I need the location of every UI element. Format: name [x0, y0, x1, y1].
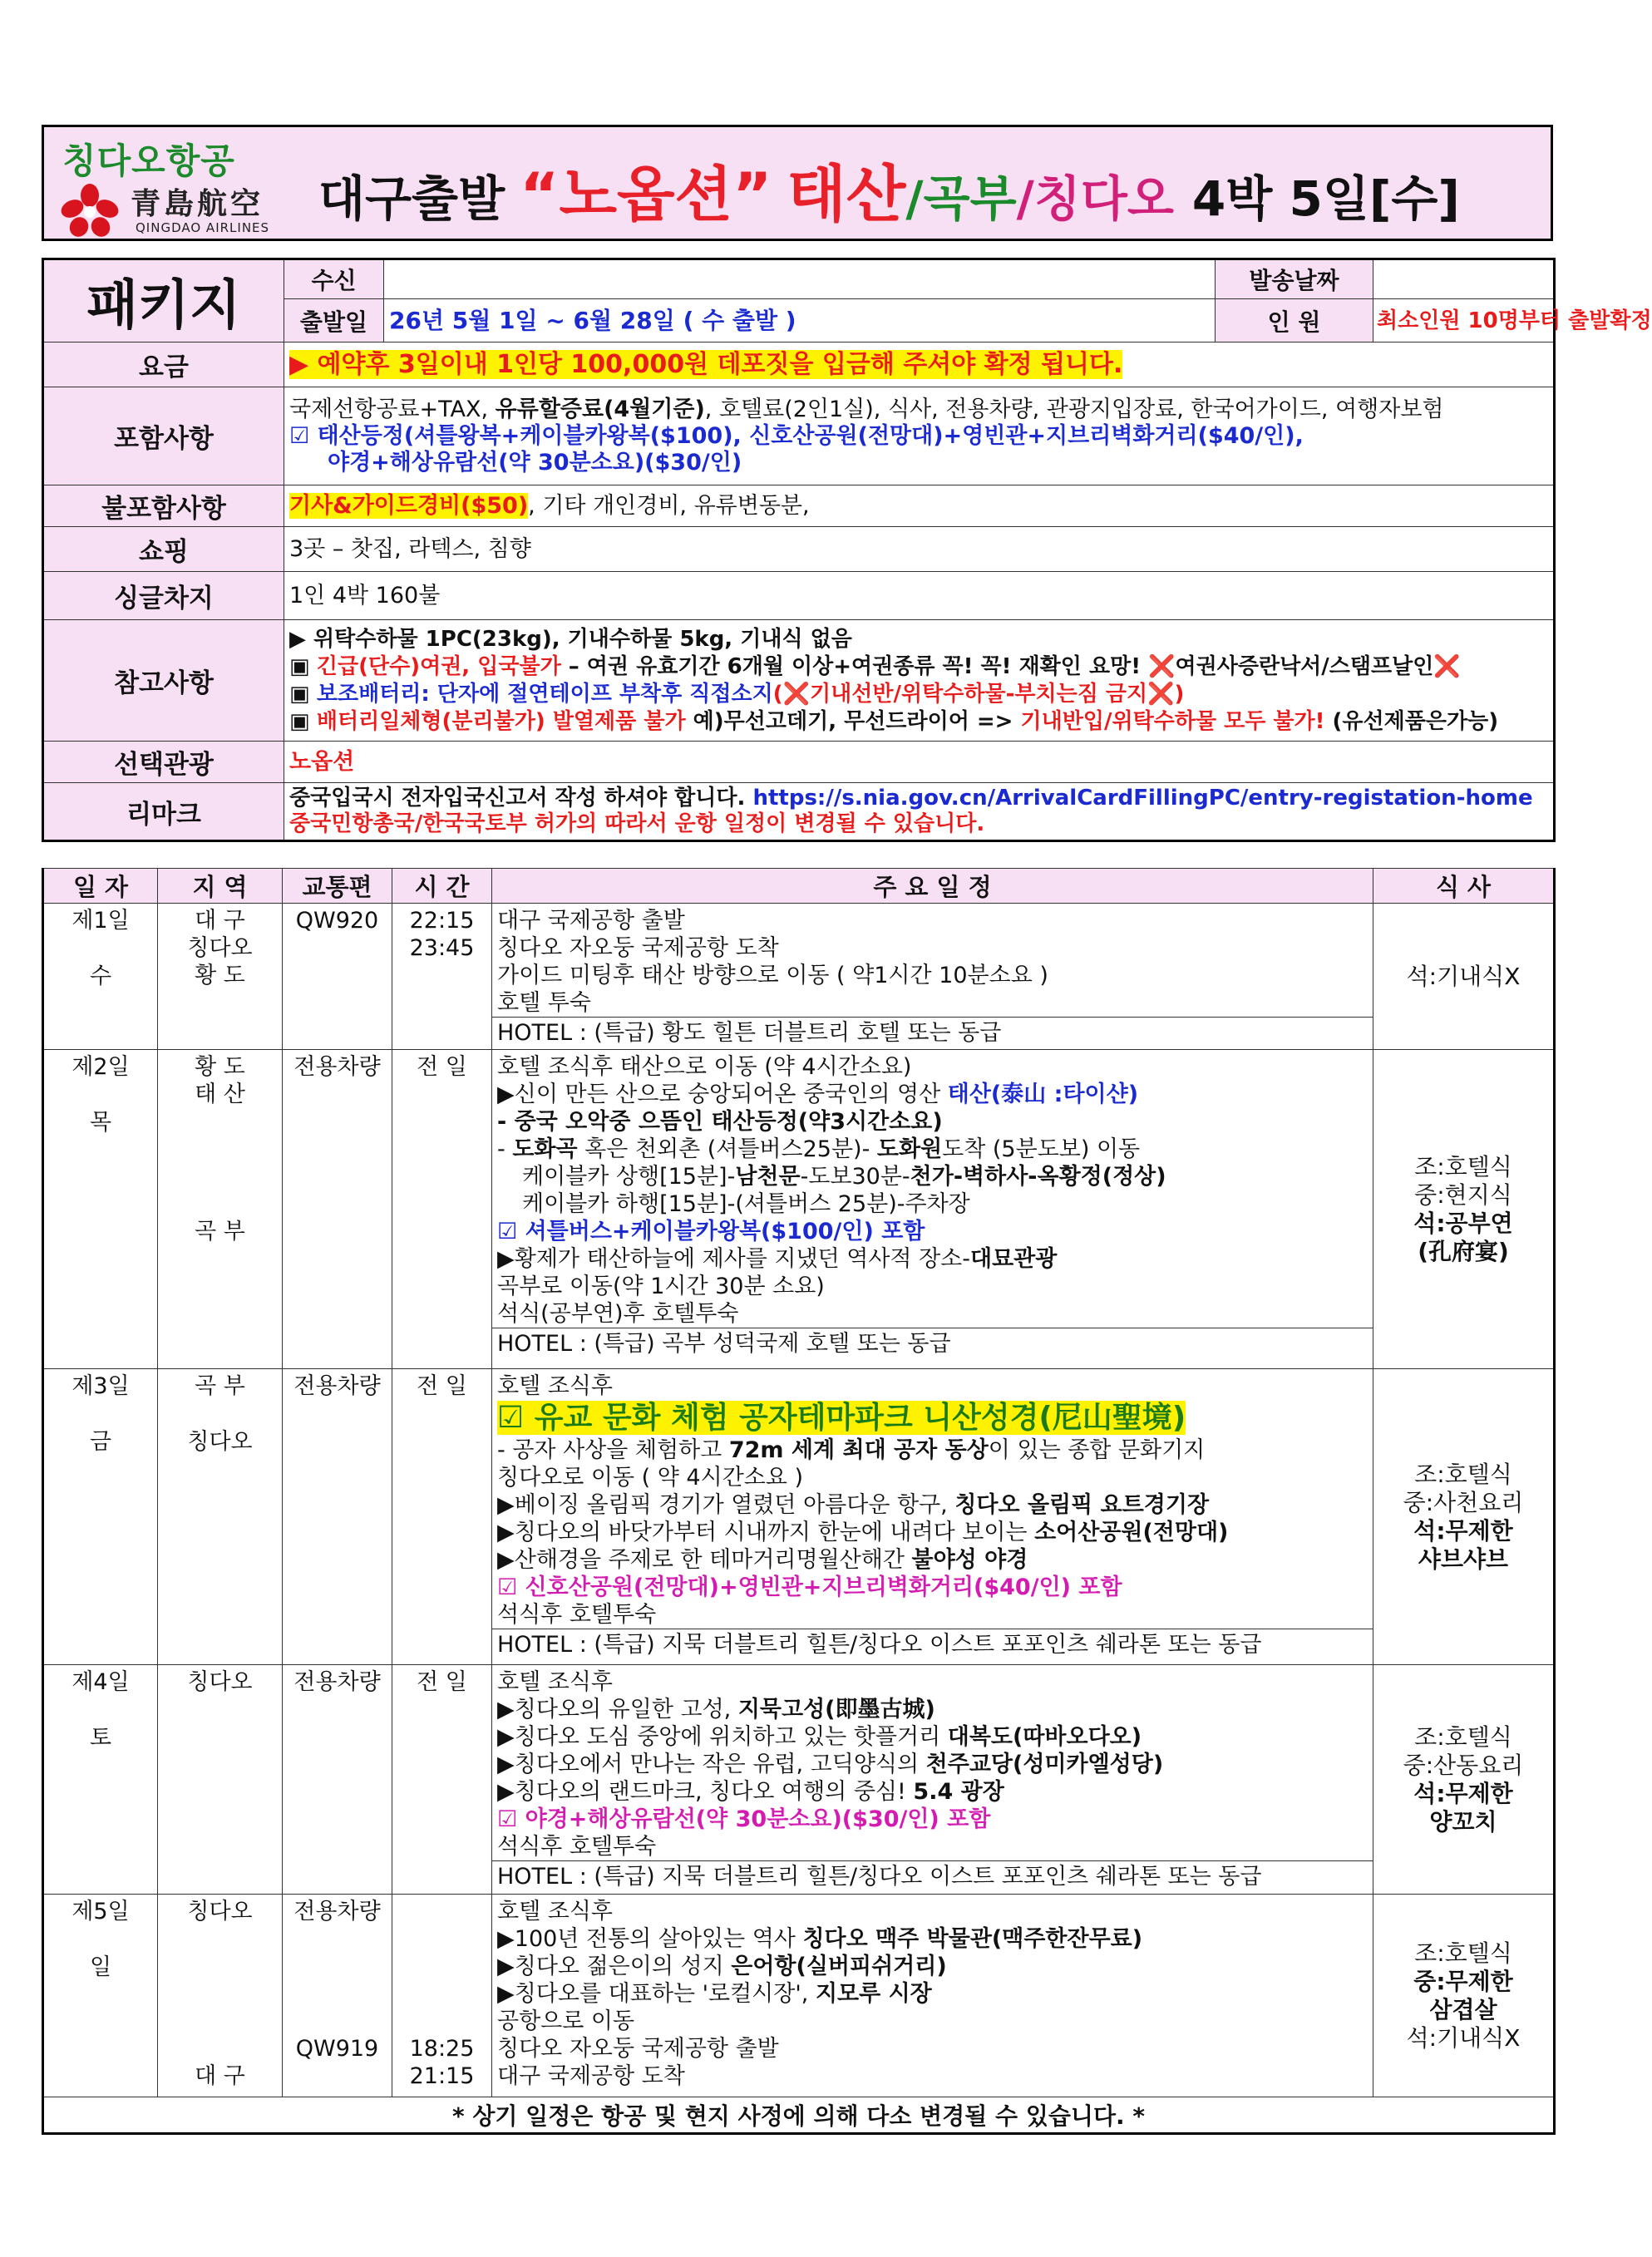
itinerary-highlight: 5.4 광장: [913, 1779, 1004, 1805]
time: 22:15: [409, 908, 475, 934]
departure-value: 26년 5월 1일 ~ 6월 28일 ( 수 출발 ): [384, 299, 1216, 342]
region: 대 구: [195, 2063, 245, 2089]
incl-text-b: 유류할증료(4월기준): [495, 396, 705, 422]
day-row-1: [43, 904, 1555, 1050]
optional-tour-label: 선택관광: [43, 742, 284, 783]
meal: 조:호텔식: [1414, 1460, 1512, 1488]
logo-english: QINGDAO AIRLINES: [136, 220, 270, 235]
itinerary-highlight: 칭다오 올림픽 요트경기장: [954, 1492, 1210, 1518]
time: 23:45: [409, 935, 475, 961]
note-passport-b: – 여권 유효기간 6개월 이상+여권종류 꼭! 꼭! 재확인 요망!: [560, 653, 1149, 679]
meal: 석:공부연: [1413, 1209, 1513, 1237]
itinerary-line: 호텔 투숙: [497, 990, 591, 1016]
itinerary-highlight: 도화곡: [512, 1136, 578, 1162]
flower-logo-icon: [61, 184, 119, 237]
itinerary-line: ▶칭다오를 대표하는 '로컬시장',: [497, 1981, 816, 2007]
itinerary-highlight: 소어산공원(전망대): [1034, 1520, 1229, 1545]
people-value: 최소인원 10명부터 출발확정: [1373, 299, 1555, 342]
itinerary-highlight: 지모루 시장: [815, 1981, 932, 2007]
note-heating-c: 기내반입/위탁수하물 모두 불가!: [1020, 708, 1325, 734]
incl-options-2: 야경+해상유람선(약 30분소요)($30/인): [328, 449, 742, 476]
time: 전 일: [392, 1050, 492, 1369]
day-weekday: 목: [89, 1110, 112, 1136]
col-time: 시 간: [392, 869, 492, 904]
itinerary-line: 도착 (5분도보) 이동: [942, 1136, 1141, 1162]
remark-schedule-change: 중국민항총국/한국국토부 허가의 따라서 운항 일정이 변경될 수 있습니다.: [289, 811, 985, 836]
note-battery: [289, 681, 1548, 708]
region: 칭다오: [187, 1899, 253, 1924]
itinerary-line: ▶칭다오 젊은이의 성지: [497, 1954, 732, 1979]
note-baggage: ▶ 위탁수하물 1PC(23kg), 기내수하물 5kg, 기내식 없음: [289, 626, 852, 652]
itinerary-line: 호텔 조식후 태산으로 이동 (약 4시간소요): [497, 1054, 912, 1080]
note-bullet: ▣: [289, 708, 317, 734]
itinerary-line: 대구 국제공항 도착: [497, 2063, 685, 2089]
region: 칭다오: [158, 1665, 283, 1895]
title-taishan: 태산: [787, 159, 906, 230]
day-label: 제3일: [72, 1373, 130, 1399]
note-passport-c: ❌여권사증란낙서/스탬프날인❌: [1148, 653, 1461, 679]
itinerary-line: 케이블카 상행[15분]-: [522, 1164, 736, 1190]
day-row-4: [43, 1665, 1555, 1895]
itinerary-highlight: 태산(泰山 :타이샨): [947, 1082, 1139, 1107]
itinerary-highlight: 대복도(따바오다오): [947, 1724, 1142, 1750]
hotel-info: HOTEL : (특급) 지묵 더블트리 힐튼/칭다오 이스트 포포인츠 쉐라톤 또는 동급: [492, 1629, 1373, 1658]
package-label: 패키지: [43, 259, 284, 342]
col-region: 지 역: [158, 869, 283, 904]
meal: 중:사천요리: [1403, 1488, 1524, 1516]
day-weekday: 금: [89, 1429, 112, 1455]
region: 대 구: [195, 908, 245, 934]
region: 태 산: [195, 1082, 245, 1107]
col-itinerary: 주 요 일 정: [492, 869, 1373, 904]
itinerary-line: 공항으로 이동: [497, 2008, 635, 2034]
time: 21:15: [409, 2063, 475, 2089]
day-label: 제5일: [72, 1899, 130, 1924]
time: 18:25: [409, 2036, 475, 2062]
meal: 양꼬치: [1429, 1807, 1497, 1836]
meal: 석:무제한: [1413, 1516, 1513, 1545]
itinerary-highlight: 대묘관광: [969, 1246, 1058, 1272]
itinerary-highlight: 남천문: [735, 1164, 801, 1190]
day-weekday: 수: [89, 963, 112, 989]
region: 황 도: [195, 963, 245, 988]
included-value: [284, 387, 1555, 485]
meal: 삼겹살: [1429, 1995, 1497, 2023]
hotel-info: HOTEL : (특급) 황도 힐튼 더블트리 호텔 또는 동급: [492, 1017, 1373, 1047]
incl-text-a: 국제선항공료+TAX,: [289, 396, 496, 422]
itinerary-line: ▶산해경을 주제로 한 테마거리명월산해간: [497, 1547, 912, 1573]
itinerary-highlight: 불야성 야경: [911, 1547, 1028, 1573]
itinerary-line: 이 있는 종합 문화기지: [988, 1437, 1206, 1463]
transport: 전용차량: [283, 1665, 392, 1895]
note-battery-a: 보조배터리: 단자에 절연테이프 부착후 직접소지: [316, 681, 773, 707]
meal: 석:기내식X: [1406, 962, 1521, 990]
time: 전 일: [392, 1369, 492, 1665]
note-battery-b: (❌기내선반/위탁수하물-부치는짐 금지❌): [772, 681, 1185, 707]
day-row-2: [43, 1050, 1555, 1369]
itinerary-line: 혹은 천외촌 (셔틀버스25분)-: [577, 1136, 877, 1162]
itinerary-line: - 중국 오악중 으뜸인 태산등정(약3시간소요): [497, 1109, 943, 1135]
itinerary-line: ▶칭다오의 유일한 고성,: [497, 1697, 738, 1722]
day-weekday: 토: [89, 1725, 112, 1751]
itinerary-line: 대구 국제공항 출발: [497, 908, 685, 934]
title-departure: 대구출발: [318, 170, 505, 227]
send-date-label: 발송날짜: [1216, 259, 1373, 299]
shopping-value: 3곳 – 찻집, 라텍스, 침향: [284, 527, 1555, 572]
note-heating-d: (유선제품은가능): [1324, 708, 1499, 734]
package-info-table: [42, 258, 1652, 842]
region: 황 도: [195, 1054, 245, 1080]
title-duration: 4박 5일[수]: [1191, 170, 1460, 227]
itinerary-line: -: [497, 1136, 513, 1162]
region: 칭다오: [187, 935, 253, 961]
title-qufu: /곡부: [905, 170, 1017, 227]
logo-chinese: 青島航空: [131, 186, 264, 221]
title-qingdao: /칭다오: [1016, 170, 1174, 227]
excluded-guide-fee: 기사&가이드경비($50): [289, 492, 529, 519]
itinerary-line: 칭다오 자오둥 국제공항 도착: [497, 935, 779, 961]
meal: 중:산동요리: [1403, 1751, 1524, 1779]
day-weekday: 일: [89, 1954, 112, 1980]
itinerary-line: 가이드 미팅후 태산 방향으로 이동 ( 약1시간 10분소요 ): [497, 963, 1048, 988]
itinerary-line: ▶베이징 올림픽 경기가 열렸던 아름다운 항구,: [497, 1492, 955, 1518]
itinerary-highlight: 72m 세계 최대 공자 동상: [728, 1437, 989, 1463]
day-row-5: [43, 1895, 1555, 2097]
included-label: 포함사항: [43, 387, 284, 485]
itinerary-line: 호텔 조식후: [497, 1373, 613, 1399]
arrival-card-link[interactable]: https://s.nia.gov.cn/ArrivalCardFillingPC/entry-registation-home: [752, 786, 1533, 811]
footer-note: * 상기 일정은 항공 및 현지 사정에 의해 다소 변경될 수 있습니다. *: [43, 2097, 1555, 2134]
region: 칭다오: [187, 1429, 253, 1455]
itinerary-highlight: 칭다오 맥주 박물관(맥주한잔무료): [802, 1926, 1143, 1952]
incl-text-c: , 호텔료(2인1실), 식사, 전용차량, 관광지입장료, 한국어가이드, 여행자보험: [704, 396, 1444, 422]
hotel-info: HOTEL : (특급) 곡부 성덕국제 호텔 또는 동급: [492, 1328, 1373, 1358]
itinerary-included: ☑ 셔틀버스+케이블카왕복($100/인) 포함: [497, 1219, 925, 1244]
notes-label: 참고사항: [43, 620, 284, 742]
itinerary-line: 석식후 호텔투숙: [497, 1602, 657, 1628]
meal: 조:호텔식: [1414, 1152, 1512, 1180]
itinerary-line: -도보30분-: [800, 1164, 910, 1190]
transport: QW919: [295, 2036, 379, 2062]
itinerary-highlight: 도화원: [876, 1136, 943, 1162]
send-date-value: [1373, 259, 1555, 299]
excluded-label: 불포함사항: [43, 485, 284, 527]
note-heating: [289, 708, 1548, 736]
itinerary-line: 곡부로 이동(약 1시간 30분 소요): [497, 1274, 825, 1299]
transport: QW920: [283, 904, 392, 1050]
day-label: 제1일: [72, 908, 130, 934]
note-passport: [289, 653, 1548, 681]
itinerary-line: ▶100년 전통의 살아있는 역사: [497, 1926, 803, 1952]
hotel-info: HOTEL : (특급) 지묵 더블트리 힐튼/칭다오 이스트 포포인츠 쉐라톤 또는 동급: [492, 1860, 1373, 1890]
excluded-other: , 기타 개인경비, 유류변동분,: [528, 492, 810, 519]
single-charge-label: 싱글차지: [43, 572, 284, 620]
recipient-label: 수신: [284, 259, 384, 299]
meal: (孔府宴): [1418, 1237, 1509, 1265]
meal: 중:무제한: [1413, 1967, 1513, 1995]
itinerary-line: - 공자 사상을 체험하고: [497, 1437, 729, 1463]
itinerary-highlight: 지묵고성(即墨古城): [737, 1697, 935, 1722]
itinerary-line: 석식(공부연)후 호텔투숙: [497, 1301, 739, 1327]
itinerary-line: 석식후 호텔투숙: [497, 1834, 657, 1860]
meal: 석:기내식X: [1406, 2023, 1521, 2052]
itinerary-line: ▶칭다오에서 만나는 작은 유럽, 고딕양식의: [497, 1752, 926, 1777]
itinerary-line: 호텔 조식후: [497, 1899, 613, 1924]
transport: 전용차량: [283, 1369, 392, 1665]
region: 곡 부: [195, 1219, 245, 1244]
itinerary-included: ☑ 야경+해상유람선(약 30분소요)($30/인) 포함: [497, 1806, 991, 1832]
meal: 샤브샤브: [1418, 1545, 1509, 1573]
single-charge-value: 1인 4박 160불: [284, 572, 1555, 620]
meal: 조:호텔식: [1414, 1939, 1512, 1967]
recipient-value: [384, 259, 1216, 299]
logo-korean: 칭다오항공: [62, 140, 235, 181]
itinerary-line: 칭다오로 이동 ( 약 4시간소요 ): [497, 1465, 804, 1491]
region: 곡 부: [195, 1373, 245, 1399]
transport: 전용차량: [283, 1050, 392, 1369]
airline-logo: [56, 132, 305, 239]
note-bullet: ▣: [289, 681, 317, 707]
col-meal: 식 사: [1373, 869, 1555, 904]
col-transport: 교통편: [283, 869, 392, 904]
itinerary-highlight: 천주교당(성미카엘성당): [925, 1752, 1164, 1777]
note-passport-a: 긴급(단수)여권, 입국불가: [316, 653, 561, 679]
note-bullet: ▣: [289, 653, 317, 679]
itinerary-line: ▶칭다오 도심 중앙에 위치하고 있는 핫플거리: [497, 1724, 948, 1750]
incl-options-1: ☑ 태산등정(셔틀왕복+케이블카왕복($100), 신호산공원(전망대)+영빈관+지브리벽화거리($40/인),: [289, 422, 1304, 449]
itinerary-line: 케이블카 하행[15분]-(셔틀버스 25분)-주차장: [522, 1191, 970, 1217]
itinerary-highlight: 천가-벽하사-옥황정(정상): [910, 1164, 1166, 1190]
shopping-label: 쇼핑: [43, 527, 284, 572]
title-no-option: “노옵션”: [520, 160, 772, 229]
itinerary-line: ▶칭다오의 바닷가부터 시내까지 한눈에 내려다 보이는: [497, 1520, 1035, 1545]
itinerary-highlight: 은어항(실버피쉬거리): [731, 1954, 947, 1979]
remark-arrival-card: 중국입국시 전자입국신고서 작성 하셔야 합니다.: [289, 786, 753, 811]
people-label: 인 원: [1216, 299, 1373, 342]
time: 전 일: [392, 1665, 492, 1895]
meal: 조:호텔식: [1414, 1722, 1512, 1751]
itinerary-line: ▶황제가 태산하늘에 제사를 지냈던 역사적 장소-: [497, 1246, 970, 1272]
meal: 석:무제한: [1413, 1779, 1513, 1807]
page-title: [318, 145, 1460, 229]
itinerary-line: ▶칭다오의 랜드마크, 칭다오 여행의 중심!: [497, 1779, 914, 1805]
meal: 중:현지식: [1414, 1180, 1512, 1209]
departure-label: 출발일: [284, 299, 384, 342]
fee-label: 요금: [43, 342, 284, 387]
remark-label: 리마크: [43, 783, 284, 841]
itinerary-line: 호텔 조식후: [497, 1669, 613, 1695]
transport: 전용차량: [293, 1899, 381, 1924]
col-day: 일 자: [43, 869, 158, 904]
optional-tour-value: 노옵션: [284, 742, 1555, 783]
schedule-table: [42, 868, 1556, 2135]
fee-value: ▶ 예약후 3일이내 1인당 100,000원 데포짓을 입금해 주셔야 확정 됩니다.: [289, 349, 1123, 379]
header-banner: [42, 125, 1553, 241]
day-label: 제4일: [72, 1669, 130, 1695]
itinerary-included: ☑ 신호산공원(전망대)+영빈관+지브리벽화거리($40/인) 포함: [497, 1574, 1122, 1600]
itinerary-line: ▶신이 만든 산으로 숭앙되어온 중국인의 영산: [497, 1082, 948, 1107]
day-label: 제2일: [72, 1054, 130, 1080]
note-heating-a: 배터리일체형(분리불가) 발열제품 불가: [316, 708, 686, 734]
itinerary-line: 칭다오 자오둥 국제공항 출발: [497, 2036, 779, 2062]
itinerary-featured: ☑ 유교 문화 체험 공자테마파크 니산성경(尼山聖境): [497, 1401, 1186, 1435]
note-heating-b: 예)무선고데기, 무선드라이어 =>: [685, 708, 1021, 734]
day-row-3: [43, 1369, 1555, 1665]
